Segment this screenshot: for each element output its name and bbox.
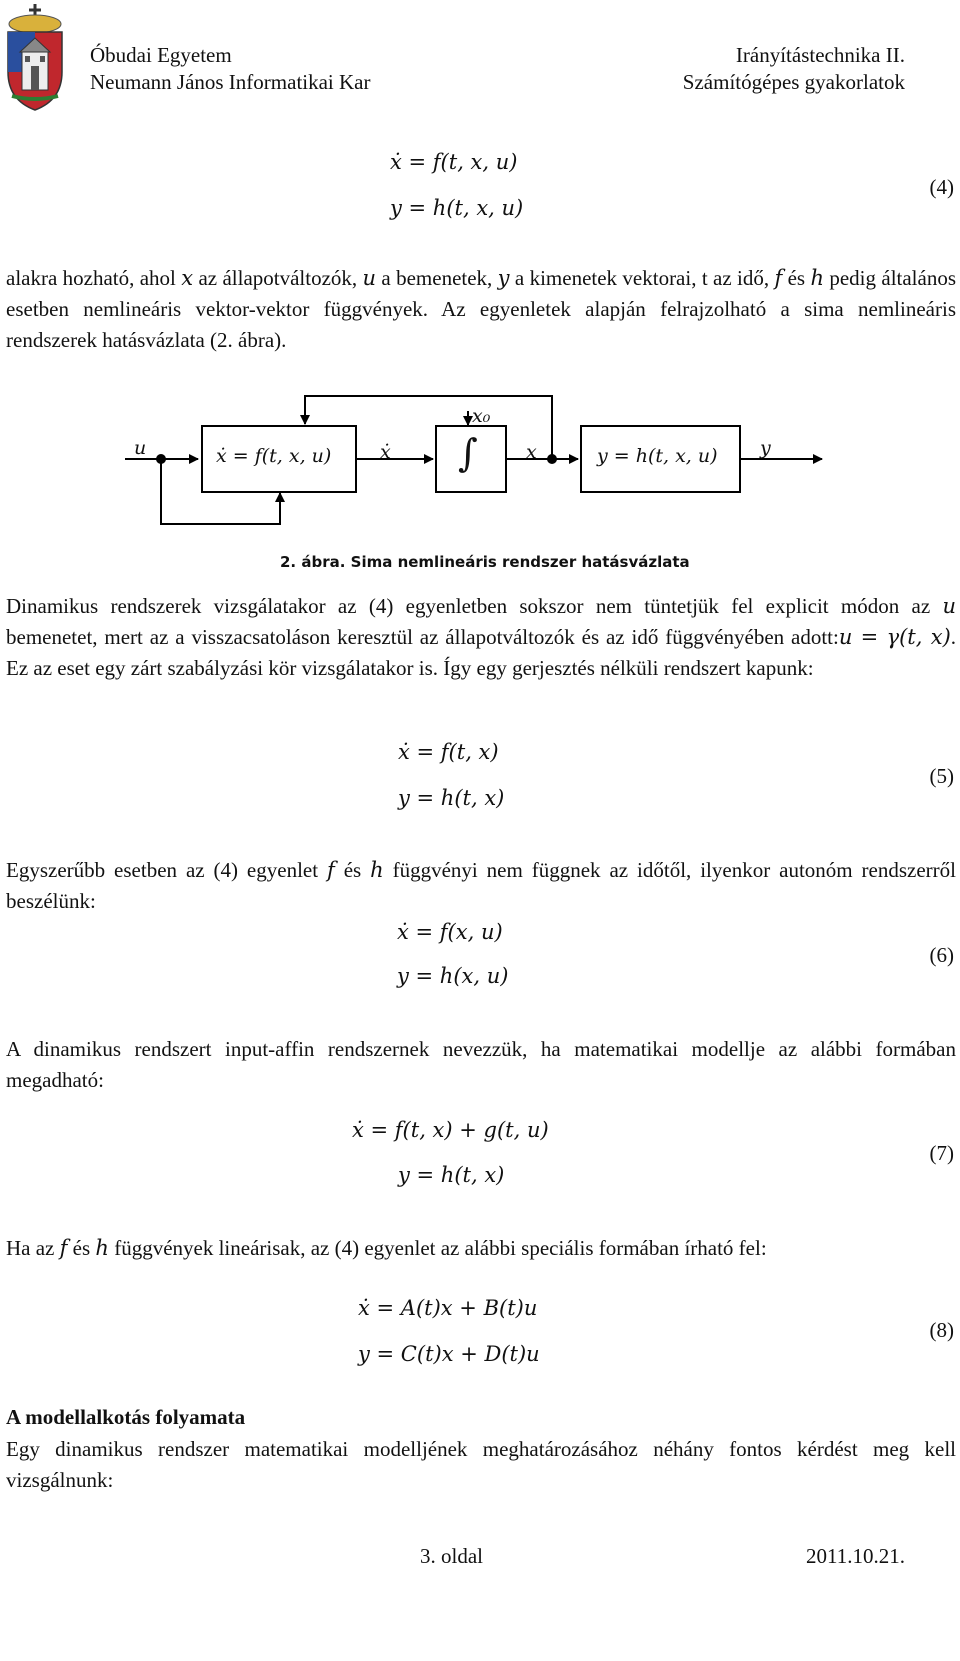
diagram-xdot-label: ẋ — [380, 441, 391, 463]
paragraph-4: A dinamikus rendszert input-affin rendszernek nevezzük, ha matematikai modellje az alábbi formában megadható: — [6, 1037, 956, 1092]
p5-text: és — [67, 1236, 96, 1260]
paragraph-5 — [6, 1233, 956, 1264]
eq8-number: (8) — [929, 1318, 954, 1342]
eq4-number: (4) — [929, 175, 954, 199]
eq5-number: (5) — [929, 764, 954, 788]
p2-text: . Ez az eset egy zárt szabályzási kör vizsgálatakor is. Így egy gerjesztés nélküli rendszert kapunk: — [6, 625, 957, 680]
header-course-title: Irányítástechnika II. — [735, 43, 905, 67]
section-heading: A modellalkotás folyamata — [6, 1405, 246, 1429]
p1-math-f: f — [774, 266, 783, 290]
eq7-output-equation: y = h(t, x) — [398, 1163, 505, 1187]
p3-math-f: f — [327, 858, 335, 882]
p3-text: és — [334, 858, 371, 882]
p1-text: a bemenetek, — [376, 266, 498, 290]
p2-text: Dinamikus rendszerek vizsgálatakor az (4) egyenletben sokszor nem tüntetjük fel explicit módon az — [6, 594, 943, 618]
p5-text: Ha az — [6, 1236, 60, 1260]
p1-text: alakra hozható, ahol — [6, 266, 182, 290]
p1-text: a kimenetek vektorai, t az idő, — [509, 266, 775, 290]
p3-math-h: h — [370, 858, 384, 882]
eq4-output-equation: y = h(t, x, u) — [390, 196, 524, 220]
header-course — [683, 42, 905, 96]
p5-text: függvények lineárisak, az (4) egyenlet az alábbi speciális formában írható fel: — [108, 1236, 767, 1260]
paragraph-2 — [6, 591, 956, 684]
state-junction-dot — [547, 454, 557, 464]
p2-text: bemenetet, mert az a visszacsatoláson keresztül az állapotváltozók és az idő függvényében adott: — [6, 625, 839, 649]
diagram-initial-state-label: x₀ — [472, 405, 491, 427]
figure-caption: 2. ábra. Sima nemlineáris rendszer hatásvázlata — [280, 553, 690, 571]
eq4-state-equation: ẋ = f(t, x, u) — [390, 150, 518, 174]
diagram-block2-label: y = h(t, x, u) — [597, 445, 718, 467]
page-number: 3. oldal — [420, 1544, 483, 1568]
eq7-number: (7) — [929, 1141, 954, 1165]
header-university: Óbudai Egyetem — [90, 43, 232, 67]
p1-math-y: y — [497, 266, 510, 290]
diagram-input-label: u — [134, 437, 147, 459]
p1-text: az állapotváltozók, — [193, 266, 363, 290]
diagram-x-label: x — [526, 441, 537, 463]
eq8-state-equation: ẋ = A(t)x + B(t)u — [358, 1296, 538, 1320]
p5-math-f: f — [59, 1236, 68, 1260]
eq6-number: (6) — [929, 943, 954, 967]
eq5-state-equation: ẋ = f(t, x) — [398, 740, 499, 764]
eq7-state-equation: ẋ = f(t, x) + g(t, u) — [352, 1118, 549, 1142]
paragraph-3 — [6, 855, 956, 917]
header-faculty: Neumann János Informatikai Kar — [90, 70, 371, 94]
paragraph-1 — [6, 263, 956, 356]
header-course-subtitle: Számítógépes gyakorlatok — [682, 70, 905, 94]
p1-math-u: u — [362, 266, 377, 290]
p2-math-feedback: u = γ(t, x) — [838, 625, 951, 649]
p1-text: és — [782, 266, 811, 290]
eq8-output-equation: y = C(t)x + D(t)u — [358, 1342, 540, 1366]
input-junction-dot — [156, 454, 166, 464]
section-paragraph: Egy dinamikus rendszer matematikai modelljének meghatározásához néhány fontos kérdést meg kell vizsgálnunk: — [6, 1437, 956, 1492]
p1-math-h: h — [810, 266, 824, 290]
p1-math-x: x — [181, 266, 194, 290]
diagram-block1-label: ẋ = f(t, x, u) — [216, 445, 332, 467]
p2-math-u: u — [942, 594, 956, 618]
p3-text: függvényi nem függnek az időtől, ilyenkor autonóm rendszerről beszélünk: — [6, 858, 956, 913]
footer-date: 2011.10.21. — [806, 1544, 905, 1568]
p5-math-h: h — [95, 1236, 109, 1260]
eq5-output-equation: y = h(t, x) — [398, 786, 505, 810]
university-logo — [2, 2, 68, 114]
p3-text: Egyszerűbb esetben az (4) egyenlet — [6, 858, 327, 882]
diagram-output-label: y — [760, 437, 771, 459]
p1-text: pedig általános esetben nemlineáris vektor-vektor függvények. Az egyenletek alapján felrajzolható a sima nemlineáris rendszerek hatásvázlata (2. ábra). — [6, 266, 957, 352]
eq6-output-equation: y = h(x, u) — [397, 964, 509, 988]
eq6-state-equation: ẋ = f(x, u) — [397, 920, 503, 944]
header-institution — [90, 42, 371, 96]
integral-sign: ∫ — [458, 431, 478, 475]
block-diagram — [0, 385, 960, 545]
